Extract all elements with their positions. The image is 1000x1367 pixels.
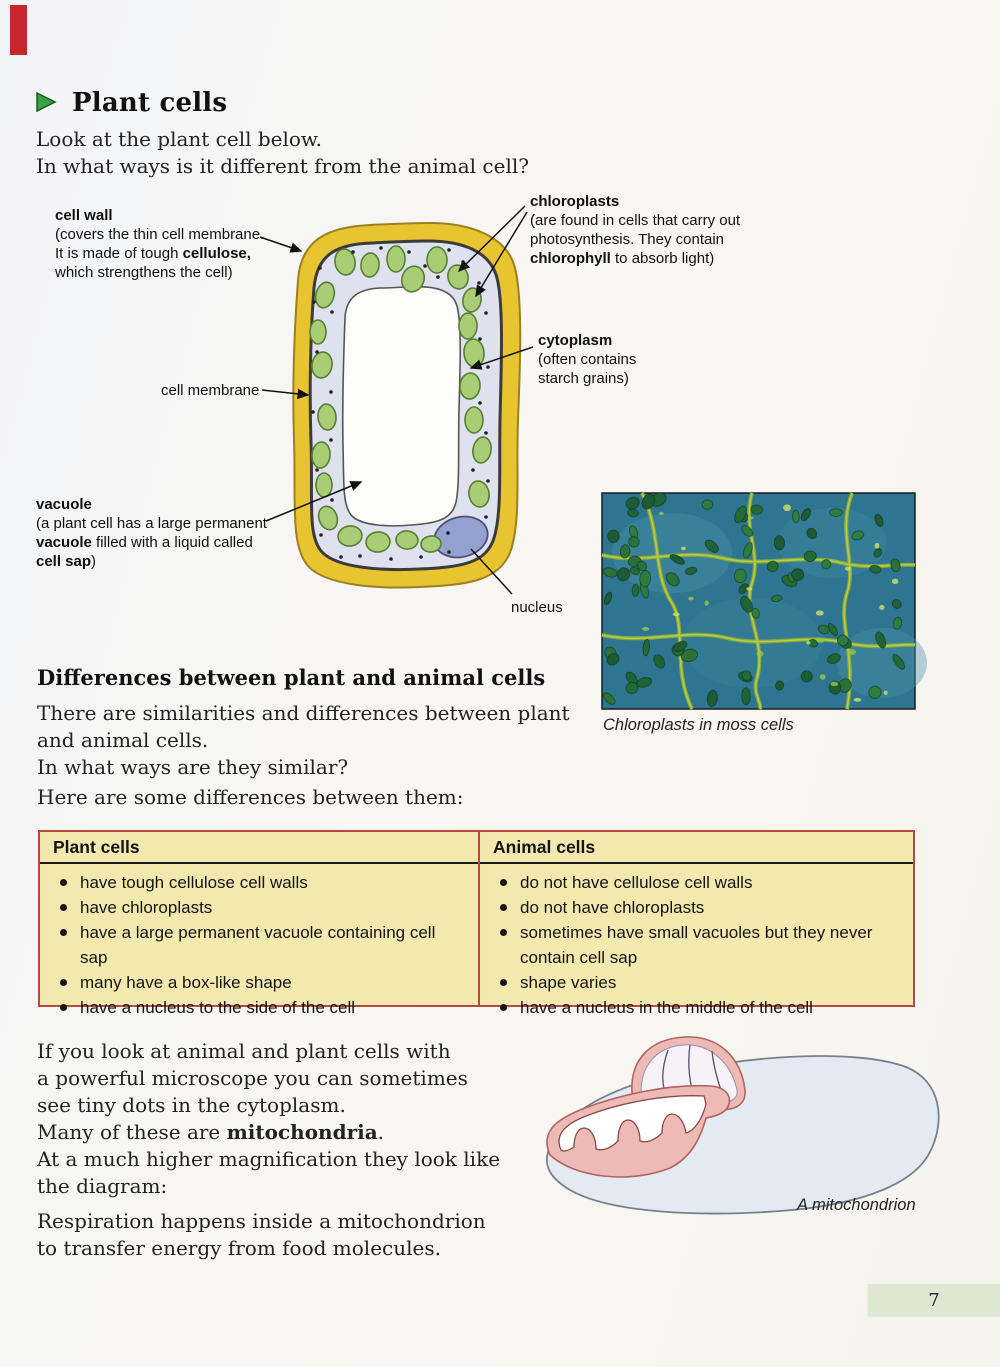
cell-membrane-label-title: cell membrane [161, 382, 260, 399]
mitochondrion-caption: A mitochondrion [797, 1196, 916, 1214]
differences-lead-in: Here are some differences between them: [37, 785, 464, 809]
table-bullet-item: have a large permanent vacuole containing cell sap [54, 920, 436, 970]
intro-text: Look at the plant cell below. In what ways is it different from the animal cell? [36, 127, 529, 178]
table-bullet-item: have tough cellulose cell walls [54, 870, 436, 895]
cell-membrane-label [161, 381, 259, 400]
animal-cells-header: Animal cells [480, 832, 913, 864]
plant-cells-header: Plant cells [40, 832, 478, 864]
cytoplasm-label-title: cytoplasm [538, 332, 613, 349]
table-bullet-item: do not have cellulose cell walls [494, 870, 918, 895]
mitochondrion-diagram [547, 1037, 939, 1214]
vacuole-label-title: vacuole [36, 496, 92, 513]
table-bullet-item: have a nucleus to the side of the cell [54, 995, 436, 1020]
cytoplasm-label [538, 331, 738, 388]
animal-cells-list [480, 870, 918, 1020]
vacuole-label [36, 495, 286, 571]
page-title: Plant cells [72, 88, 228, 118]
plant-cell-diagram [293, 223, 520, 588]
mitochondria-paragraph-1: If you look at animal and plant cells with a powerful microscope you can sometimes see tiny dots in the cytoplasm. Many of these are mitochondria. At a much higher magnification they look like the diagram: [37, 1039, 501, 1198]
table-bullet-item: have a nucleus in the middle of the cell [494, 995, 918, 1020]
chloroplasts-label-desc: (are found in cells that carry out photosynthesis. They contain chlorophyll to absorb light) [530, 212, 741, 267]
animal-cells-column [478, 832, 913, 1017]
vacuole-shape [343, 287, 461, 526]
table-bullet-item: do not have chloroplasts [494, 895, 918, 920]
chloroplasts-label [530, 192, 780, 268]
section-arrow-icon [35, 91, 59, 115]
moss-photo-caption: Chloroplasts in moss cells [603, 716, 794, 734]
vacuole-label-desc: (a plant cell has a large permanent vacuole filled with a liquid called cell sap) [36, 515, 267, 570]
mitochondria-paragraph-2: Respiration happens inside a mitochondrion to transfer energy from food molecules. [37, 1209, 486, 1260]
page-number-bar [868, 1284, 1000, 1316]
table-bullet-item: shape varies [494, 970, 918, 995]
cell-wall-label [55, 206, 305, 282]
page-number: 7 [928, 1289, 940, 1311]
chloroplasts-label-title: chloroplasts [530, 193, 620, 210]
comparison-table [38, 830, 915, 1017]
differences-paragraph: There are similarities and differences between plant and animal cells. In what ways are they similar? [37, 701, 570, 779]
cytoplasm-label-desc: (often contains starch grains) [538, 351, 637, 387]
plant-cells-list [40, 870, 436, 1020]
cell-wall-label-desc: (covers the thin cell membrane. It is made of tough cellulose, which strengthens the cell) [55, 226, 265, 281]
nucleus-label [511, 598, 563, 617]
table-bullet-item: many have a box-like shape [54, 970, 436, 995]
page-edge-mark [10, 5, 27, 55]
cell-wall-label-title: cell wall [55, 207, 113, 224]
differences-heading: Differences between plant and animal cells [37, 665, 546, 690]
table-bullet-item: sometimes have small vacuoles but they never contain cell sap [494, 920, 918, 970]
table-bullet-item: have chloroplasts [54, 895, 436, 920]
nucleus-label-title: nucleus [511, 599, 563, 616]
plant-cells-column [40, 832, 478, 1017]
moss-photo [601, 490, 927, 709]
